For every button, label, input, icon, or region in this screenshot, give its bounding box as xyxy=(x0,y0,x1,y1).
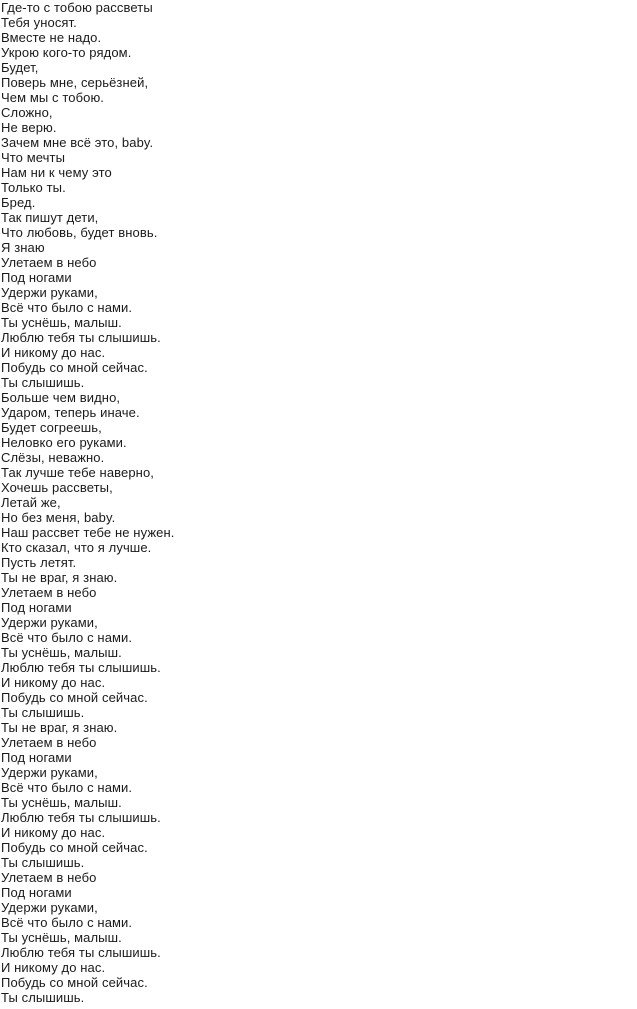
lyric-line: Ты слышишь. xyxy=(1,375,85,390)
lyrics-text xyxy=(1,0,174,1005)
lyric-line: Хочешь рассветы, xyxy=(1,480,113,495)
lyric-line: Ты слышишь. xyxy=(1,705,85,720)
lyric-line: Я знаю xyxy=(1,240,45,255)
lyric-line: Ты не враг, я знаю. xyxy=(1,570,118,585)
lyric-line: Ты слышишь. xyxy=(1,990,85,1005)
lyric-line: Улетаем в небо xyxy=(1,255,97,270)
lyric-line: Под ногами xyxy=(1,750,72,765)
lyric-line: Под ногами xyxy=(1,270,72,285)
lyric-line: Не верю. xyxy=(1,120,57,135)
lyric-line: Будет согреешь, xyxy=(1,420,102,435)
lyric-line: Кто сказал, что я лучше. xyxy=(1,540,152,555)
lyric-line: Зачем мне всё это, baby. xyxy=(1,135,154,150)
lyric-line: Ты слышишь. xyxy=(1,855,85,870)
lyric-line: Вместе не надо. xyxy=(1,30,102,45)
lyric-line: Улетаем в небо xyxy=(1,735,97,750)
lyric-line: Удержи руками, xyxy=(1,615,98,630)
lyric-line: Ты уснёшь, малыш. xyxy=(1,315,122,330)
lyric-line: И никому до нас. xyxy=(1,675,106,690)
lyric-line: Только ты. xyxy=(1,180,66,195)
lyric-line: Летай же, xyxy=(1,495,61,510)
lyric-line: Улетаем в небо xyxy=(1,585,97,600)
lyric-line: Под ногами xyxy=(1,600,72,615)
lyric-line: Под ногами xyxy=(1,885,72,900)
lyric-line: И никому до нас. xyxy=(1,345,106,360)
lyric-line: И никому до нас. xyxy=(1,825,106,840)
lyric-line: Люблю тебя ты слышишь. xyxy=(1,945,161,960)
lyric-line: Больше чем видно, xyxy=(1,390,121,405)
lyric-line: Ты уснёшь, малыш. xyxy=(1,795,122,810)
lyric-line: Побудь со мной сейчас. xyxy=(1,975,148,990)
lyric-line: Что любовь, будет вновь. xyxy=(1,225,158,240)
lyric-line: Удержи руками, xyxy=(1,765,98,780)
lyric-line: Всё что было с нами. xyxy=(1,780,133,795)
lyric-line: Что мечты xyxy=(1,150,66,165)
lyric-line: Пусть летят. xyxy=(1,555,77,570)
lyric-line: Будет, xyxy=(1,60,39,75)
lyric-line: Побудь со мной сейчас. xyxy=(1,840,148,855)
lyric-line: Но без меня, baby. xyxy=(1,510,116,525)
lyric-line: Бред. xyxy=(1,195,36,210)
lyric-line: Люблю тебя ты слышишь. xyxy=(1,810,161,825)
lyric-line: Слёзы, неважно. xyxy=(1,450,105,465)
lyric-line: Всё что было с нами. xyxy=(1,915,133,930)
lyric-line: Всё что было с нами. xyxy=(1,630,133,645)
lyric-line: И никому до нас. xyxy=(1,960,106,975)
lyric-line: Сложно, xyxy=(1,105,53,120)
lyric-line: Нам ни к чему это xyxy=(1,165,112,180)
lyric-line: Где-то с тобою рассветы xyxy=(1,0,153,15)
lyric-line: Люблю тебя ты слышишь. xyxy=(1,330,161,345)
lyric-line: Неловко его руками. xyxy=(1,435,127,450)
lyric-line: Всё что было с нами. xyxy=(1,300,133,315)
lyric-line: Ты не враг, я знаю. xyxy=(1,720,118,735)
lyric-line: Люблю тебя ты слышишь. xyxy=(1,660,161,675)
lyric-line: Побудь со мной сейчас. xyxy=(1,690,148,705)
lyric-line: Тебя уносят. xyxy=(1,15,77,30)
lyric-line: Удержи руками, xyxy=(1,900,98,915)
lyric-line: Побудь со мной сейчас. xyxy=(1,360,148,375)
lyric-line: Укрою кого-то рядом. xyxy=(1,45,132,60)
lyric-line: Чем мы с тобою. xyxy=(1,90,105,105)
lyric-line: Наш рассвет тебе не нужен. xyxy=(1,525,175,540)
lyric-line: Так пишут дети, xyxy=(1,210,99,225)
lyric-line: Улетаем в небо xyxy=(1,870,97,885)
lyric-line: Ты уснёшь, малыш. xyxy=(1,930,122,945)
lyric-line: Поверь мне, серьёзней, xyxy=(1,75,149,90)
lyric-line: Ударом, теперь иначе. xyxy=(1,405,140,420)
lyric-line: Так лучше тебе наверно, xyxy=(1,465,154,480)
lyric-line: Удержи руками, xyxy=(1,285,98,300)
lyric-line: Ты уснёшь, малыш. xyxy=(1,645,122,660)
